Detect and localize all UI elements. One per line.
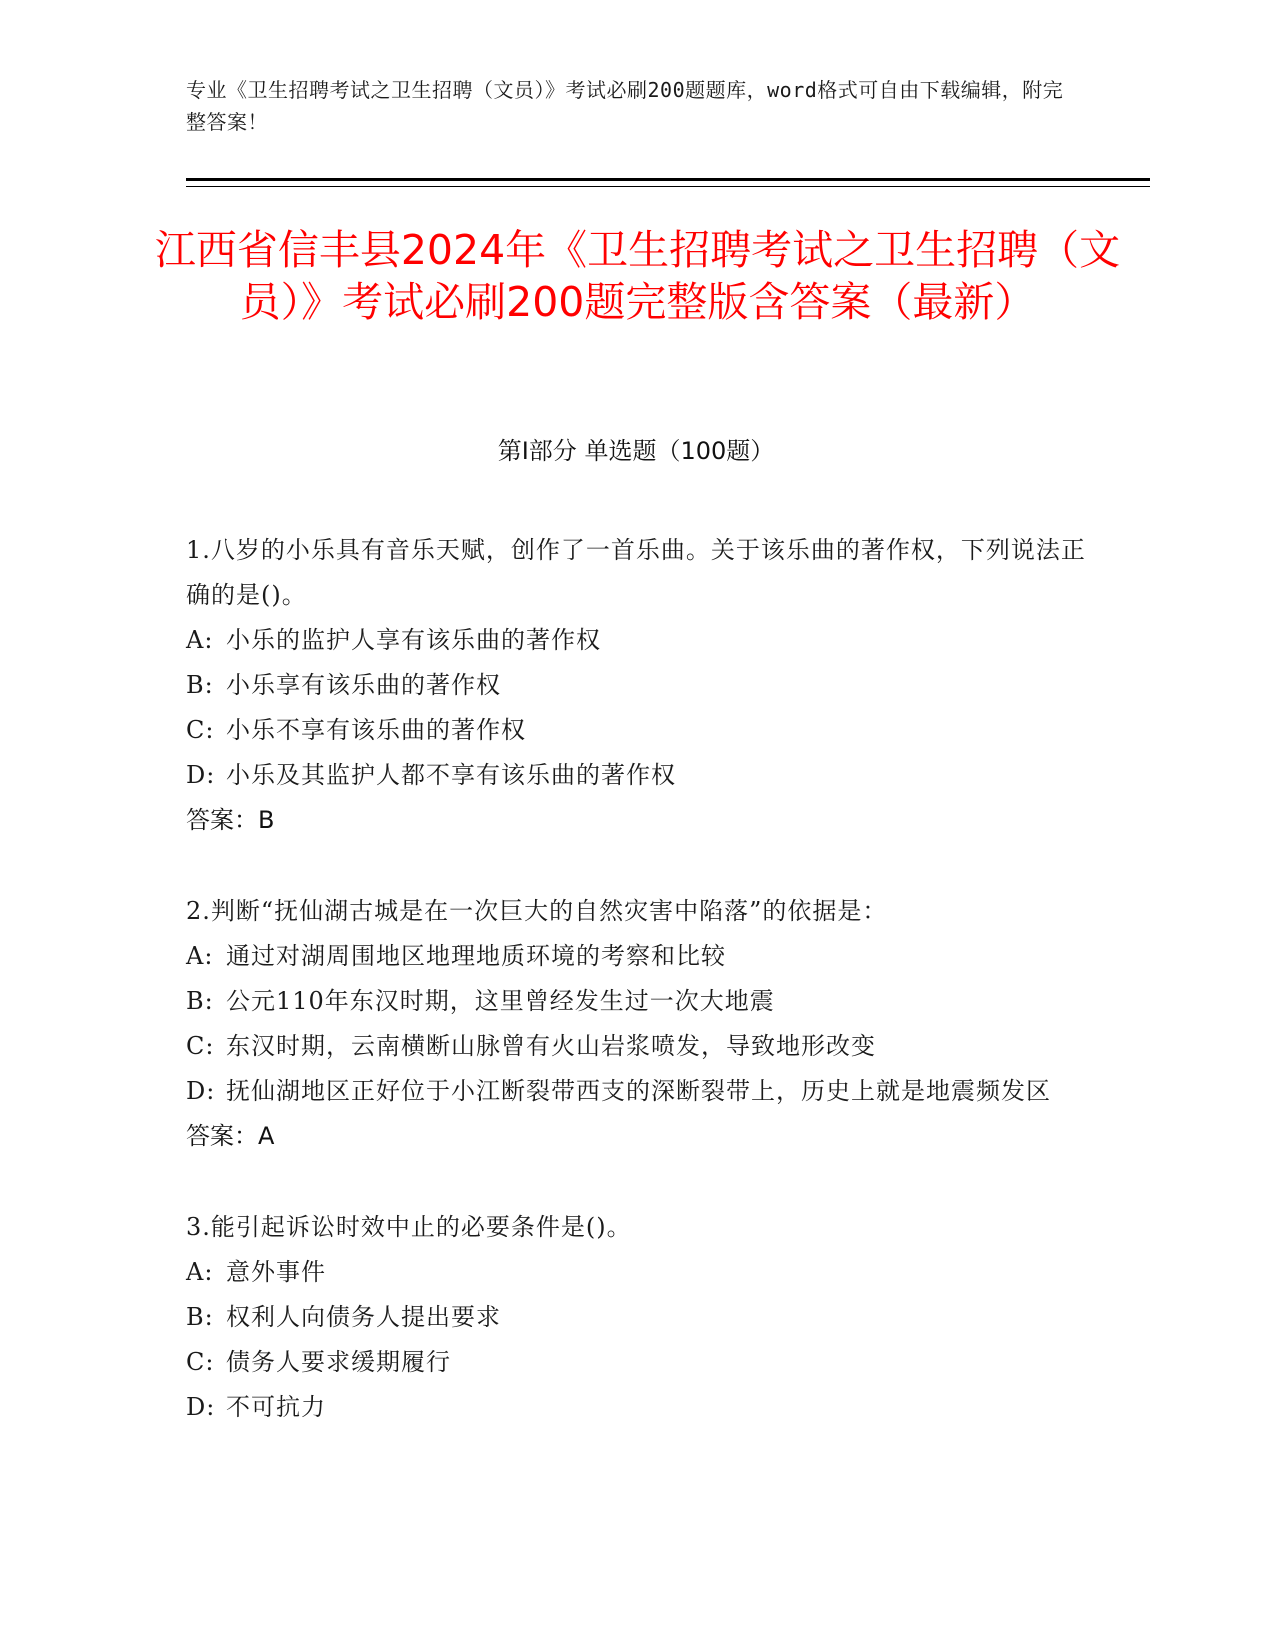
- option-c: [186, 708, 1086, 753]
- option-text: 债务人要求缓期履行: [226, 1348, 451, 1376]
- question-stem: 2.判断“抚仙湖古城是在一次巨大的自然灾害中陷落”的依据是：: [186, 897, 888, 925]
- document-title: 江西省信丰县2024年《卫生招聘考试之卫生招聘（文员）》考试必刷200题完整版含答案（最新）: [154, 226, 1121, 326]
- option-b: [186, 979, 1086, 1024]
- header-divider-thick: [186, 178, 1150, 181]
- option-text: 小乐的监护人享有该乐曲的著作权: [226, 626, 601, 654]
- answer-line: 答案：B: [186, 806, 275, 834]
- option-b: [186, 1295, 1086, 1340]
- header-note: 专业《卫生招聘考试之卫生招聘（文员）》考试必刷200题题库，word格式可自由下载编辑，附完整答案！: [186, 78, 1064, 134]
- option-d: [186, 1385, 1086, 1430]
- option-key: B:: [186, 1303, 214, 1331]
- option-a: [186, 1250, 1086, 1295]
- option-key: A:: [186, 942, 214, 970]
- option-key: B:: [186, 987, 214, 1015]
- option-d: [186, 1069, 1086, 1114]
- option-text: 小乐享有该乐曲的著作权: [226, 671, 501, 699]
- option-a: [186, 618, 1086, 663]
- option-a: [186, 934, 1086, 979]
- question-stem: 1.八岁的小乐具有音乐天赋，创作了一首乐曲。关于该乐曲的著作权，下列说法正确的是()。: [186, 536, 1086, 609]
- option-key: C:: [186, 716, 215, 744]
- option-key: D:: [186, 761, 216, 789]
- option-text: 通过对湖周围地区地理地质环境的考察和比较: [226, 942, 726, 970]
- option-text: 小乐及其监护人都不享有该乐曲的著作权: [226, 761, 676, 789]
- option-key: D:: [186, 1393, 216, 1421]
- header-divider-thin: [186, 186, 1150, 187]
- option-text: 小乐不享有该乐曲的著作权: [226, 716, 526, 744]
- option-text: 权利人向债务人提出要求: [226, 1303, 501, 1331]
- option-b: [186, 663, 1086, 708]
- option-key: B:: [186, 671, 214, 699]
- option-key: C:: [186, 1032, 215, 1060]
- question-item: [186, 1205, 1086, 1430]
- option-text: 不可抗力: [226, 1393, 326, 1421]
- option-key: D:: [186, 1077, 216, 1105]
- option-key: A:: [186, 626, 214, 654]
- option-text: 公元110年东汉时期，这里曾经发生过一次大地震: [226, 987, 775, 1015]
- option-c: [186, 1340, 1086, 1385]
- option-text: 东汉时期，云南横断山脉曾有火山岩浆喷发，导致地形改变: [226, 1032, 876, 1060]
- question-item: [186, 528, 1086, 843]
- option-key: C:: [186, 1348, 215, 1376]
- question-list: [186, 528, 1086, 1476]
- option-key: A:: [186, 1258, 214, 1286]
- question-stem: 3.能引起诉讼时效中止的必要条件是()。: [186, 1213, 632, 1241]
- section-title: 第I部分 单选题（100题）: [497, 437, 775, 465]
- option-c: [186, 1024, 1086, 1069]
- option-text: 意外事件: [226, 1258, 326, 1286]
- answer-line: 答案：A: [186, 1122, 275, 1150]
- option-d: [186, 753, 1086, 798]
- question-item: [186, 889, 1086, 1159]
- option-text: 抚仙湖地区正好位于小江断裂带西支的深断裂带上，历史上就是地震频发区: [226, 1077, 1051, 1105]
